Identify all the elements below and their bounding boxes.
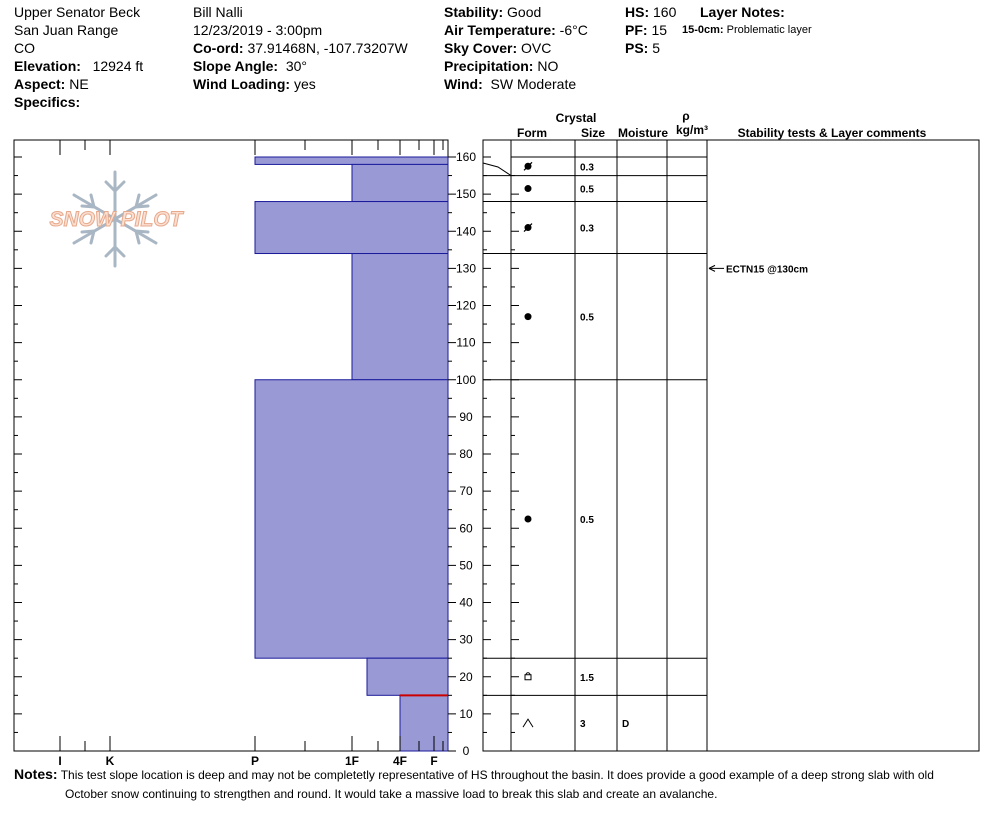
test-label: ECTN15 @130cm bbox=[726, 264, 809, 276]
hardness-layer-bar bbox=[367, 658, 448, 695]
notes-line-1: This test slope location is deep and may not be completetly representative of HS throughout the basin. It does provide a good example of a deep strong slab with old bbox=[60, 768, 934, 782]
coord-row: Co-ord: 37.91468N, -107.73207W bbox=[193, 40, 408, 56]
hardness-layer-bar bbox=[352, 254, 448, 380]
stability-tests bbox=[709, 264, 808, 275]
depth-tick-label: 20 bbox=[459, 669, 473, 684]
layernote-range: 15-0cm: bbox=[682, 24, 724, 36]
precip-value: NO bbox=[537, 58, 559, 74]
hs-row: HS: 160 bbox=[625, 4, 677, 20]
state-name: CO bbox=[14, 40, 35, 56]
depth-tick-label: 50 bbox=[459, 558, 473, 573]
airtemp-value: -6°C bbox=[559, 22, 588, 38]
layer-moisture-value: D bbox=[622, 719, 630, 731]
airtemp-row: Air Temperature: -6°C bbox=[444, 22, 588, 38]
hardness-layer-bar bbox=[352, 164, 448, 201]
layer-table-frame bbox=[483, 140, 979, 751]
notes-label: Notes: bbox=[14, 766, 58, 782]
depth-tick-label: 0 bbox=[462, 744, 470, 758]
hardness-tick-label: P bbox=[250, 754, 260, 768]
table-layers bbox=[483, 157, 707, 730]
elevation-value: 12924 ft bbox=[92, 58, 144, 74]
layer-size-value: 0.3 bbox=[580, 223, 594, 235]
density-header: kg/m³ bbox=[675, 123, 709, 137]
stability-value: Good bbox=[507, 4, 542, 20]
coord-value: 37.91468N, -107.73207W bbox=[247, 40, 408, 56]
observer-name: Bill Nalli bbox=[193, 4, 243, 20]
layer-size-value: 0.3 bbox=[580, 162, 594, 174]
form-header: Form bbox=[517, 126, 547, 140]
depth-tick-label: 80 bbox=[459, 447, 473, 461]
faceted-grain-icon bbox=[525, 675, 531, 680]
hardness-tick-label: K bbox=[105, 754, 115, 768]
table-ticks bbox=[483, 157, 519, 751]
depth-tick-label: 140 bbox=[455, 224, 477, 239]
range-name: San Juan Range bbox=[14, 22, 119, 38]
depth-tick-label: 150 bbox=[455, 187, 477, 202]
pf-row: PF: 15 bbox=[625, 22, 668, 38]
depth-tick-label: 100 bbox=[455, 372, 477, 387]
aspect-value: NE bbox=[69, 76, 89, 92]
hardness-tick-label: 4F bbox=[392, 754, 408, 768]
notes-line-2: October snow continuing to strengthen and round. It would take a massive load to break this slab and create an avalanche. bbox=[65, 787, 718, 801]
layernotes-title: Layer Notes: bbox=[700, 4, 785, 20]
hardness-layer-bar bbox=[255, 380, 448, 658]
hardness-tick-label: F bbox=[430, 754, 438, 768]
wind-row: Wind: SW Moderate bbox=[444, 76, 577, 92]
layer-size-value: 1.5 bbox=[580, 672, 594, 684]
pf-value: 15 bbox=[651, 22, 668, 38]
hardness-tick-label: 1F bbox=[344, 754, 360, 768]
layer-size-value: 0.5 bbox=[580, 184, 594, 196]
layer-connector-line bbox=[483, 163, 511, 176]
rho-header: ρ bbox=[682, 109, 690, 123]
layer-size-value: 3 bbox=[580, 719, 586, 731]
layer-size-value: 0.5 bbox=[580, 312, 594, 324]
layer-size-value: 0.5 bbox=[580, 514, 594, 526]
observation-datetime: 12/23/2019 - 3:00pm bbox=[193, 22, 323, 38]
depth-tick-label: 70 bbox=[459, 484, 473, 499]
hardness-tick-label: I bbox=[58, 754, 62, 768]
depth-tick-label: 10 bbox=[459, 706, 473, 721]
depth-tick-label: 60 bbox=[459, 521, 473, 536]
windload-value: yes bbox=[293, 76, 316, 92]
hs-value: 160 bbox=[653, 4, 677, 20]
column-headers bbox=[517, 109, 927, 140]
stability-header: Stability tests & Layer comments bbox=[737, 126, 927, 140]
precip-row: Precipitation: NO bbox=[444, 58, 559, 74]
depth-tick-label: 130 bbox=[455, 261, 477, 276]
specifics-row: Specifics: bbox=[14, 94, 81, 110]
hardness-layer-bar bbox=[400, 695, 448, 751]
location-name: Upper Senator Beck bbox=[14, 4, 141, 20]
depth-tick-label: 40 bbox=[459, 595, 473, 610]
windload-row: Wind Loading: yes bbox=[193, 76, 316, 92]
depth-hoar-icon bbox=[523, 719, 533, 727]
slope-value: 30° bbox=[285, 58, 307, 74]
stability-row: Stability: Good bbox=[444, 4, 542, 20]
sky-row: Sky Cover: OVC bbox=[444, 40, 552, 56]
ps-row: PS: 5 bbox=[625, 40, 661, 56]
rounded-grain-icon bbox=[525, 185, 532, 192]
rounded-grain-icon bbox=[525, 515, 532, 522]
crystal-header: Crystal bbox=[555, 111, 597, 125]
depth-tick-label: 110 bbox=[456, 335, 476, 350]
hardness-layer-bar bbox=[255, 157, 448, 164]
snowpilot-logo bbox=[50, 172, 185, 266]
depth-tick-label: 120 bbox=[455, 298, 477, 313]
size-header: Size bbox=[580, 126, 606, 140]
moisture-header: Moisture bbox=[617, 126, 669, 140]
logo-text: SNOW PILOT bbox=[49, 208, 183, 231]
hardness-layer-bar bbox=[255, 202, 448, 254]
depth-tick-label: 30 bbox=[459, 632, 473, 647]
layernote-text: Problematic layer bbox=[726, 24, 812, 36]
rounded-grain-icon bbox=[525, 313, 532, 320]
slope-row: Slope Angle: 30° bbox=[193, 58, 307, 74]
elevation-row: Elevation: 12924 ft bbox=[14, 58, 144, 74]
sky-value: OVC bbox=[521, 40, 552, 56]
hardness-layers bbox=[255, 157, 448, 751]
depth-tick-label: 90 bbox=[459, 409, 473, 424]
ps-value: 5 bbox=[652, 40, 661, 56]
notes-section bbox=[14, 765, 974, 804]
wind-value: SW Moderate bbox=[490, 76, 577, 92]
aspect-row: Aspect: NE bbox=[14, 76, 89, 92]
depth-tick-label: 160 bbox=[455, 150, 477, 164]
